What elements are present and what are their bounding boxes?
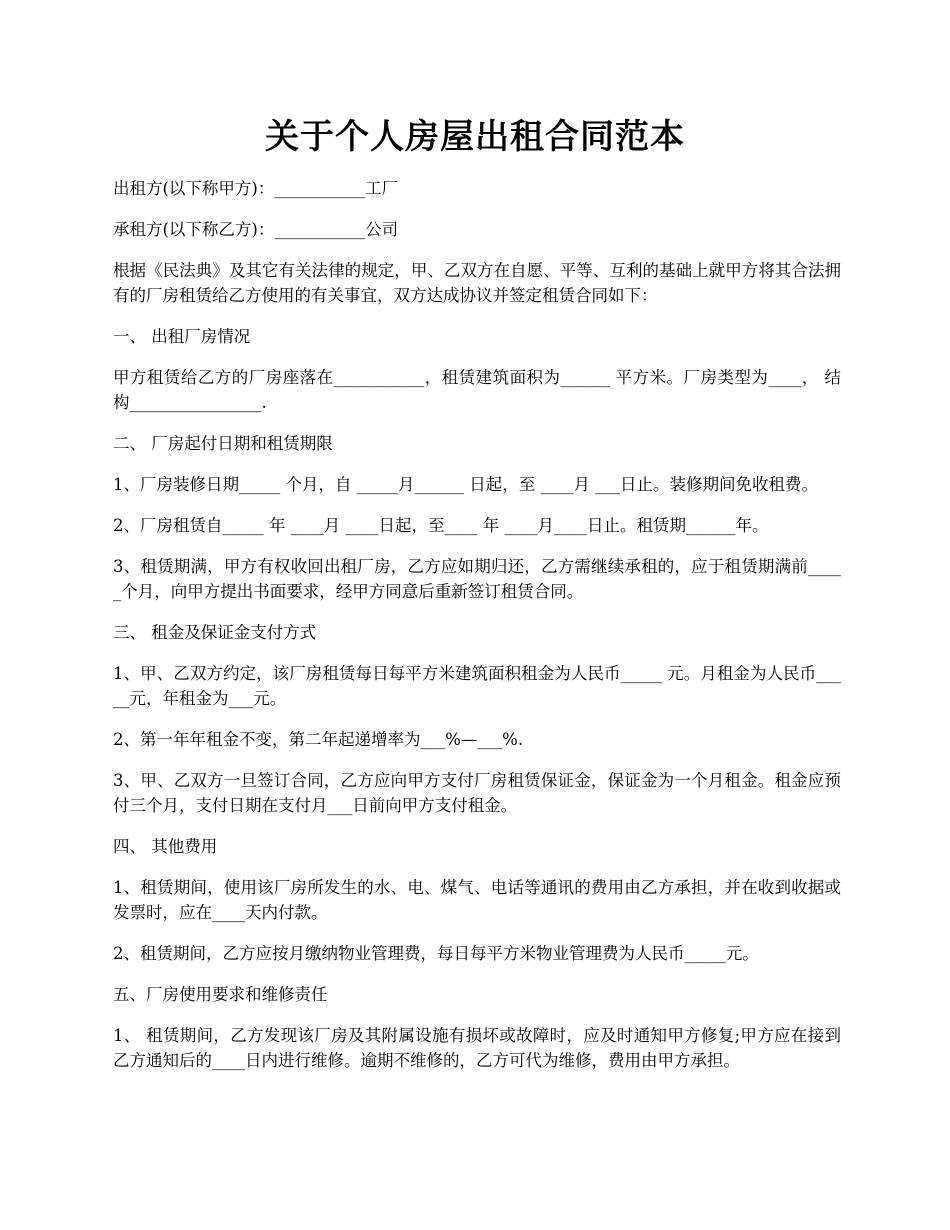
section-2-clause-2: 2、厂房租赁自_____ 年 ____月 ____日起，至____ 年 ____月____日止。租赁期______年。 (113, 516, 769, 535)
section-5-clause-1: 1、 租赁期间，乙方发现该厂房及其附属设施有损坏或故障时，应及时通知甲方修复;甲方应在接到乙方通知后的____日内进行维修。逾期不维修的，乙方可代为维修，费用由甲方承担。 (113, 1026, 841, 1070)
section-3-clause-3: 3、甲、乙双方一旦签订合同，乙方应向甲方支付厂房租赁保证金，保证金为一个月租金。租金应预付三个月，支付日期在支付月___日前向甲方支付租金。 (113, 771, 841, 815)
section-heading-5: 五、厂房使用要求和维修责任 (113, 985, 328, 1004)
section-2-clause-3: 3、租赁期满，甲方有权收回出租厂房，乙方应如期归还，乙方需继续承租的，应于租赁期满前_____个月，向甲方提出书面要求，经甲方同意后重新签订租赁合同。 (113, 557, 841, 601)
document-title: 关于个人房屋出租合同范本 (265, 117, 685, 157)
section-heading-2: 二、 厂房起付日期和租赁期限 (113, 434, 333, 453)
party-a-line: 出租方(以下称甲方)：___________工厂 (113, 179, 399, 198)
section-2-clause-1: 1、厂房装修日期_____ 个月，自 _____月______ 日起，至 ____月 ___日止。装修期间免收租费。 (113, 475, 818, 494)
document-body (113, 176, 841, 1089)
party-b-line: 承租方(以下称乙方)：___________公司 (113, 220, 399, 239)
preamble-paragraph: 根据《民法典》及其它有关法律的规定，甲、乙双方在自愿、平等、互利的基础上就甲方将其合法拥有的厂房租赁给乙方使用的有关事宜，双方达成协议并签定租赁合同如下： (113, 261, 841, 305)
section-3-clause-1: 1、甲、乙双方约定，该厂房租赁每日每平方米建筑面积租金为人民币_____ 元。月租金为人民币_____元，年租金为___元。 (113, 664, 841, 708)
section-heading-4: 四、 其他费用 (113, 837, 218, 856)
section-4-clause-1: 1、租赁期间，使用该厂房所发生的水、电、煤气、电话等通讯的费用由乙方承担，并在收到收据或发票时，应在____天内付款。 (113, 878, 841, 922)
section-heading-1: 一、 出租厂房情况 (113, 327, 251, 346)
section-1-paragraph: 甲方租赁给乙方的厂房座落在___________，租赁建筑面积为______ 平方米。厂房类型为____， 结构________________. (113, 368, 841, 412)
section-3-clause-2: 2、第一年年租金不变，第二年起递增率为___%—___%. (113, 730, 524, 749)
section-heading-3: 三、 租金及保证金支付方式 (113, 623, 317, 642)
section-4-clause-2: 2、租赁期间，乙方应按月缴纳物业管理费，每日每平方米物业管理费为人民币_____元。 (113, 944, 759, 963)
